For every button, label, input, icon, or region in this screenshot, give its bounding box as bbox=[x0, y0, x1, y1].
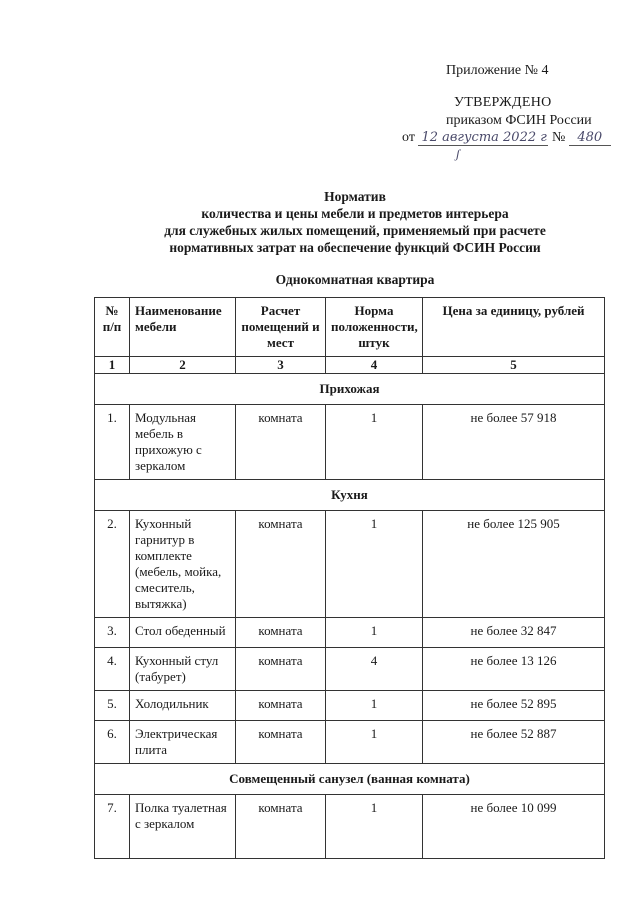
column-number-row bbox=[95, 357, 605, 374]
column-number: 5 bbox=[423, 357, 605, 374]
row-price: не более 125 905 bbox=[423, 511, 605, 618]
row-number: 5. bbox=[95, 691, 130, 721]
furniture-norm-table bbox=[94, 297, 605, 859]
from-label: от bbox=[402, 130, 415, 145]
number-label: № bbox=[551, 130, 566, 145]
document-title bbox=[60, 188, 640, 256]
approved-stamp-text: УТВЕРЖДЕНО bbox=[454, 95, 552, 110]
column-number: 1 bbox=[95, 357, 130, 374]
row-name: Модульная мебель в прихожую с зеркалом bbox=[130, 405, 236, 480]
row-number: 4. bbox=[95, 648, 130, 691]
column-number: 2 bbox=[130, 357, 236, 374]
section-title: Кухня bbox=[95, 480, 605, 511]
row-name: Кухонный гарнитур в комплекте (мебель, мойка, смеситель, вытяжка) bbox=[130, 511, 236, 618]
row-calc: комната bbox=[236, 795, 326, 859]
row-price: не более 57 918 bbox=[423, 405, 605, 480]
table-row bbox=[95, 511, 605, 618]
section-title: Совмещенный санузел (ванная комната) bbox=[95, 764, 605, 795]
document-subtitle: Однокомнатная квартира bbox=[275, 272, 435, 287]
section-title: Прихожая bbox=[95, 374, 605, 405]
row-norm: 1 bbox=[326, 795, 423, 859]
handwritten-flourish: ʃ bbox=[456, 146, 460, 161]
date-line bbox=[402, 130, 611, 146]
row-name: Стол обеденный bbox=[130, 618, 236, 648]
row-norm: 1 bbox=[326, 618, 423, 648]
row-calc: комната bbox=[236, 721, 326, 764]
row-calc: комната bbox=[236, 511, 326, 618]
row-calc: комната bbox=[236, 691, 326, 721]
table-row bbox=[95, 405, 605, 480]
title-line: для служебных жилых помещений, применяемый при расчете bbox=[164, 223, 546, 238]
title-line: Норматив bbox=[324, 189, 386, 204]
row-name: Кухонный стул (табурет) bbox=[130, 648, 236, 691]
appendix-label: Приложение № 4 bbox=[446, 63, 549, 78]
column-number: 3 bbox=[236, 357, 326, 374]
handwritten-date: 12 августа 2022 г bbox=[418, 130, 548, 146]
row-price: не более 13 126 bbox=[423, 648, 605, 691]
header-price: Цена за единицу, рублей bbox=[423, 298, 605, 357]
table-row bbox=[95, 795, 605, 859]
table-row bbox=[95, 648, 605, 691]
row-norm: 4 bbox=[326, 648, 423, 691]
row-price: не более 52 895 bbox=[423, 691, 605, 721]
row-calc: комната bbox=[236, 648, 326, 691]
section-row bbox=[95, 480, 605, 511]
row-number: 2. bbox=[95, 511, 130, 618]
title-line: нормативных затрат на обеспечение функций ФСИН России bbox=[169, 240, 541, 255]
row-name: Холодильник bbox=[130, 691, 236, 721]
section-row bbox=[95, 764, 605, 795]
row-number: 1. bbox=[95, 405, 130, 480]
table-row bbox=[95, 618, 605, 648]
row-norm: 1 bbox=[326, 721, 423, 764]
row-price: не более 32 847 bbox=[423, 618, 605, 648]
column-number: 4 bbox=[326, 357, 423, 374]
row-norm: 1 bbox=[326, 511, 423, 618]
order-label: приказом ФСИН России bbox=[446, 113, 592, 128]
section-row bbox=[95, 374, 605, 405]
header-calc: Расчет помещений и мест bbox=[236, 298, 326, 357]
row-calc: комната bbox=[236, 405, 326, 480]
row-name: Полка туалетная с зеркалом bbox=[130, 795, 236, 859]
row-name: Электрическая плита bbox=[130, 721, 236, 764]
header-norm: Норма положенности, штук bbox=[326, 298, 423, 357]
title-line: количества и цены мебели и предметов интерьера bbox=[201, 206, 509, 221]
row-number: 3. bbox=[95, 618, 130, 648]
header-number: № п/п bbox=[95, 298, 130, 357]
row-price: не более 52 887 bbox=[423, 721, 605, 764]
table-row bbox=[95, 691, 605, 721]
row-price: не более 10 099 bbox=[423, 795, 605, 859]
table-row bbox=[95, 721, 605, 764]
row-calc: комната bbox=[236, 618, 326, 648]
row-norm: 1 bbox=[326, 691, 423, 721]
row-number: 6. bbox=[95, 721, 130, 764]
row-number: 7. bbox=[95, 795, 130, 859]
header-name: Наименование мебели bbox=[130, 298, 236, 357]
handwritten-number: 480 bbox=[569, 130, 611, 146]
row-norm: 1 bbox=[326, 405, 423, 480]
table-header-row bbox=[95, 298, 605, 357]
